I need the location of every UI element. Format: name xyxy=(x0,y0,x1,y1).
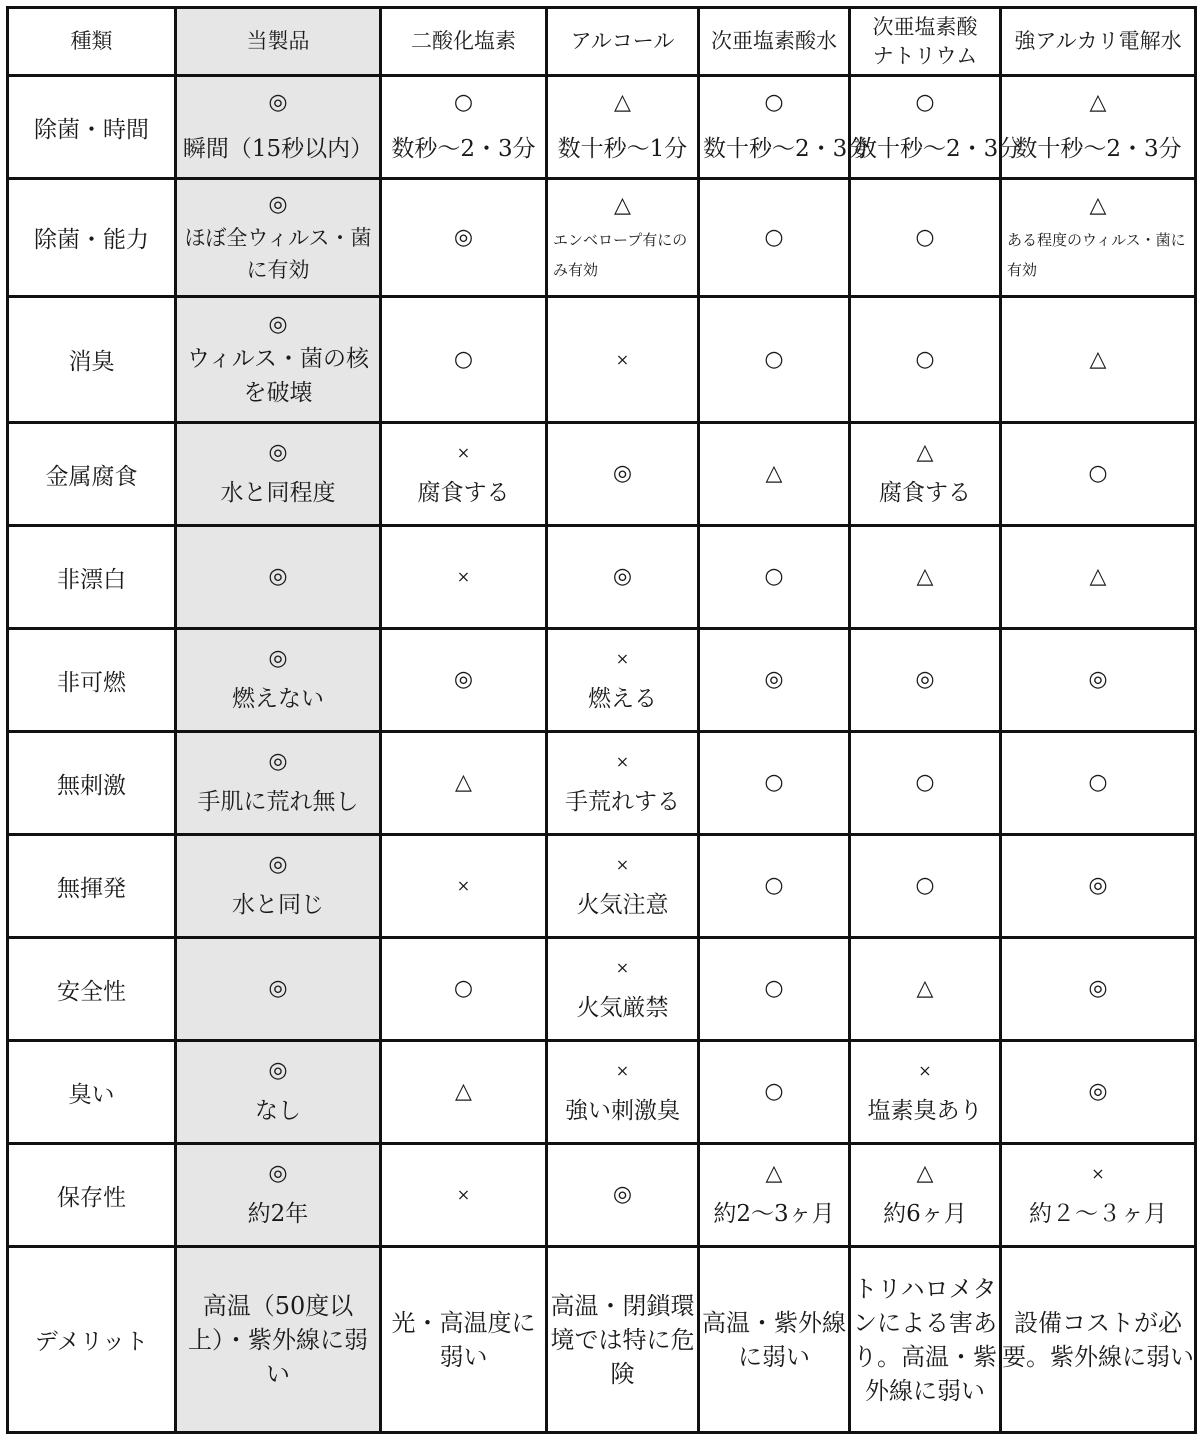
rating-symbol: ◎ xyxy=(268,191,288,217)
cell-hypochlorous-water xyxy=(699,835,850,938)
rating-symbol: △ xyxy=(1089,90,1107,115)
rating-symbol: △ xyxy=(1089,564,1107,589)
row-label: 除菌・能力 xyxy=(8,179,176,297)
cell-alkaline-water xyxy=(1001,1041,1196,1144)
header-row xyxy=(8,8,1196,76)
rating-symbol: ◎ xyxy=(915,667,935,692)
cell-alcohol xyxy=(547,423,699,526)
cell-alkaline-water xyxy=(1001,1144,1196,1247)
cell-hypochlorous-water xyxy=(699,526,850,629)
rating-symbol: × xyxy=(615,958,630,977)
rating-symbol: ○ xyxy=(764,873,784,898)
rating-symbol: ◎ xyxy=(268,440,288,465)
cell-sodium-hypochlorite xyxy=(850,629,1001,732)
rating-symbol: △ xyxy=(455,1079,472,1104)
rating-symbol: × xyxy=(456,1185,471,1204)
rating-note: 約2年 xyxy=(247,1201,309,1227)
rating-symbol: ○ xyxy=(764,564,784,589)
header-chlorine-dioxide: 二酸化塩素 xyxy=(381,8,547,76)
rating-symbol: ○ xyxy=(915,346,935,372)
rating-note: 腐食する xyxy=(417,480,510,506)
rating-symbol: × xyxy=(456,443,471,462)
rating-symbol: ◎ xyxy=(268,646,288,671)
rating-note: 水と同じ xyxy=(232,892,324,918)
demerit-alcohol: 高温・閉鎖環境では特に危険 xyxy=(547,1247,699,1433)
rating-note: 塩素臭あり xyxy=(867,1098,983,1124)
rating-note: 数十秒〜2・3分 xyxy=(1014,136,1182,162)
rating-symbol: ◎ xyxy=(268,1161,288,1186)
rating-symbol: ◎ xyxy=(764,667,784,692)
demerit-chlorine-dioxide: 光・高温度に弱い xyxy=(381,1247,547,1433)
rating-symbol: ◎ xyxy=(268,564,288,589)
row-label: 消臭 xyxy=(8,297,176,423)
rating-symbol: ○ xyxy=(764,346,784,372)
cell-sodium-hypochlorite xyxy=(850,179,1001,297)
rating-symbol: ○ xyxy=(1088,461,1108,486)
row-label: 無揮発 xyxy=(8,835,176,938)
rating-symbol: ◎ xyxy=(612,1182,633,1207)
rating-symbol: ◎ xyxy=(1088,667,1108,692)
header-sodium-hypochlorite-line1: 次亜塩素酸 xyxy=(872,14,978,39)
cell-sodium-hypochlorite xyxy=(850,732,1001,835)
cell-alcohol xyxy=(547,1144,699,1247)
demerit-alkaline-water: 設備コストが必要。紫外線に弱い xyxy=(1001,1247,1196,1433)
cell-hypochlorous-water xyxy=(699,938,850,1041)
cell-alcohol xyxy=(547,179,699,297)
rating-symbol: △ xyxy=(455,770,472,795)
row-label: 非漂白 xyxy=(8,526,176,629)
cell-hypochlorous-water xyxy=(699,76,871,179)
cell-chlorine-dioxide xyxy=(381,1041,547,1144)
rating-symbol: ◎ xyxy=(268,976,288,1001)
rating-symbol: ○ xyxy=(915,224,935,250)
cell-chlorine-dioxide xyxy=(381,835,547,938)
rating-note: 手荒れする xyxy=(565,789,680,815)
table-row xyxy=(8,526,1196,629)
rating-symbol: △ xyxy=(1089,192,1107,218)
table-row xyxy=(8,179,1196,297)
rating-symbol: △ xyxy=(614,90,631,115)
cell-chlorine-dioxide xyxy=(381,179,547,297)
rating-symbol: ○ xyxy=(915,873,935,898)
cell-alkaline-water xyxy=(1001,629,1196,732)
rating-note: 数十秒〜2・3分 xyxy=(703,136,871,162)
cell-sodium-hypochlorite xyxy=(850,1041,1001,1144)
header-sodium-hypochlorite xyxy=(850,8,1001,76)
rating-note: 火気注意 xyxy=(576,892,669,918)
rating-symbol: × xyxy=(1091,1164,1105,1183)
rating-note: 水と同程度 xyxy=(220,480,336,506)
rating-symbol: ○ xyxy=(915,90,935,115)
cell-this-product xyxy=(176,76,381,179)
demerit-this-product: 高温（50度以上）・紫外線に弱い xyxy=(176,1247,381,1433)
cell-alkaline-water xyxy=(1001,732,1196,835)
cell-sodium-hypochlorite xyxy=(850,76,1022,179)
cell-sodium-hypochlorite xyxy=(850,423,1001,526)
cell-this-product xyxy=(176,526,381,629)
cell-this-product xyxy=(176,297,381,423)
rating-note: 燃える xyxy=(588,686,657,712)
cell-chlorine-dioxide xyxy=(381,1144,547,1247)
rating-symbol: ○ xyxy=(764,1079,784,1104)
rating-symbol: ◎ xyxy=(268,852,288,877)
header-type: 種類 xyxy=(8,8,176,76)
table-row xyxy=(8,1041,1196,1144)
table-row xyxy=(8,732,1196,835)
table-row xyxy=(8,835,1196,938)
rating-note: 数十秒〜1分 xyxy=(557,136,688,162)
cell-alcohol xyxy=(547,76,699,179)
rating-symbol: ◎ xyxy=(1088,1079,1108,1104)
cell-chlorine-dioxide xyxy=(381,423,547,526)
rating-symbol: × xyxy=(456,567,471,586)
rating-symbol: × xyxy=(615,855,630,874)
cell-alcohol xyxy=(547,297,699,423)
rating-symbol: △ xyxy=(916,1161,934,1186)
rating-symbol: △ xyxy=(765,461,783,486)
cell-sodium-hypochlorite xyxy=(850,297,1001,423)
cell-this-product xyxy=(176,423,381,526)
table-row xyxy=(8,938,1196,1041)
rating-symbol: × xyxy=(615,1061,630,1080)
cell-alkaline-water xyxy=(1001,297,1196,423)
cell-chlorine-dioxide xyxy=(381,732,547,835)
cell-this-product xyxy=(176,732,381,835)
rating-symbol: △ xyxy=(765,1161,783,1186)
cell-this-product xyxy=(176,1144,381,1247)
rating-symbol: ○ xyxy=(453,90,474,115)
rating-note: 数秒〜2・3分 xyxy=(391,136,536,162)
rating-symbol: ◎ xyxy=(453,224,474,250)
cell-sodium-hypochlorite xyxy=(850,526,1001,629)
rating-symbol: △ xyxy=(1089,346,1107,372)
demerit-sodium-hypochlorite: トリハロメタンによる害あり。高温・紫外線に弱い xyxy=(850,1247,1001,1433)
header-alkaline-water: 強アルカリ電解水 xyxy=(1001,8,1196,76)
cell-sodium-hypochlorite xyxy=(850,835,1001,938)
header-hypochlorous-water: 次亜塩素酸水 xyxy=(699,8,850,76)
rating-symbol: ○ xyxy=(764,770,784,795)
cell-alkaline-water xyxy=(1001,179,1196,297)
cell-alkaline-water xyxy=(1001,835,1196,938)
cell-chlorine-dioxide xyxy=(381,526,547,629)
demerit-row xyxy=(8,1247,1196,1433)
rating-symbol: ◎ xyxy=(453,667,474,692)
cell-sodium-hypochlorite xyxy=(850,1144,1001,1247)
table-row xyxy=(8,1144,1196,1247)
rating-note: 約6ヶ月 xyxy=(883,1201,967,1227)
cell-chlorine-dioxide xyxy=(381,297,547,423)
rating-note: ある程度のウィルス・菌に有効 xyxy=(1007,230,1186,279)
comparison-table xyxy=(6,6,1197,1434)
rating-symbol: ○ xyxy=(764,976,784,1001)
cell-alcohol xyxy=(547,629,699,732)
cell-alcohol xyxy=(547,526,699,629)
rating-symbol: ◎ xyxy=(1088,873,1108,898)
rating-symbol: ○ xyxy=(453,346,474,372)
header-sodium-hypochlorite-line2: ナトリウム xyxy=(872,43,978,68)
rating-note: なし xyxy=(255,1098,301,1124)
rating-symbol: ◎ xyxy=(268,1058,288,1083)
rating-symbol: ◎ xyxy=(612,461,633,486)
cell-hypochlorous-water xyxy=(699,629,850,732)
table-row xyxy=(8,629,1196,732)
rating-note: ウィルス・菌の核を破壊 xyxy=(187,345,369,406)
cell-alcohol xyxy=(547,1041,699,1144)
rating-symbol: ○ xyxy=(915,770,935,795)
cell-sodium-hypochlorite xyxy=(850,938,1001,1041)
rating-symbol: ○ xyxy=(764,90,784,115)
row-label: デメリット xyxy=(8,1247,176,1433)
table-row xyxy=(8,76,1196,179)
row-label: 無刺激 xyxy=(8,732,176,835)
cell-chlorine-dioxide xyxy=(381,629,547,732)
cell-alkaline-water xyxy=(1001,938,1196,1041)
row-label: 非可燃 xyxy=(8,629,176,732)
row-label: 金属腐食 xyxy=(8,423,176,526)
table-row xyxy=(8,297,1196,423)
rating-note: 強い刺激臭 xyxy=(565,1098,680,1124)
header-alcohol: アルコール xyxy=(547,8,699,76)
rating-symbol: × xyxy=(615,349,630,369)
rating-note: 約２〜３ヶ月 xyxy=(1029,1201,1167,1227)
rating-note: 約2〜3ヶ月 xyxy=(713,1201,835,1227)
rating-note: 手肌に荒れ無し xyxy=(197,789,359,815)
rating-note: 燃えない xyxy=(232,686,324,712)
rating-note: 瞬間（15秒以内） xyxy=(182,136,374,162)
cell-this-product xyxy=(176,179,381,297)
cell-hypochlorous-water xyxy=(699,423,850,526)
cell-this-product xyxy=(176,629,381,732)
row-label: 除菌・時間 xyxy=(8,76,176,179)
rating-symbol: ◎ xyxy=(268,311,288,337)
rating-note: 腐食する xyxy=(879,480,971,506)
table-row xyxy=(8,423,1196,526)
rating-symbol: × xyxy=(456,876,471,895)
cell-alkaline-water xyxy=(1001,76,1196,179)
rating-symbol: ○ xyxy=(1088,770,1108,795)
rating-symbol: ◎ xyxy=(1088,976,1108,1001)
cell-hypochlorous-water xyxy=(699,1041,850,1144)
rating-symbol: × xyxy=(615,752,630,771)
rating-symbol: × xyxy=(918,1061,932,1080)
cell-hypochlorous-water xyxy=(699,297,850,423)
cell-chlorine-dioxide xyxy=(381,938,547,1041)
cell-hypochlorous-water xyxy=(699,732,850,835)
rating-symbol: ◎ xyxy=(612,564,633,589)
cell-alcohol xyxy=(547,732,699,835)
demerit-hypochlorous-water: 高温・紫外線に弱い xyxy=(699,1247,850,1433)
rating-symbol: ○ xyxy=(453,976,474,1001)
rating-note: ほぼ全ウィルス・菌に有効 xyxy=(184,225,372,282)
cell-this-product xyxy=(176,835,381,938)
rating-note: 数十秒〜2・3分 xyxy=(854,136,1022,162)
rating-symbol: ○ xyxy=(764,224,784,250)
header-this-product: 当製品 xyxy=(176,8,381,76)
rating-symbol: △ xyxy=(614,192,631,218)
cell-alkaline-water xyxy=(1001,423,1196,526)
row-label: 保存性 xyxy=(8,1144,176,1247)
rating-note: エンベロープ有にのみ有効 xyxy=(553,230,688,279)
cell-alkaline-water xyxy=(1001,526,1196,629)
rating-symbol: △ xyxy=(916,976,934,1001)
cell-hypochlorous-water xyxy=(699,1144,850,1247)
rating-symbol: △ xyxy=(916,440,934,465)
cell-alcohol xyxy=(547,938,699,1041)
cell-hypochlorous-water xyxy=(699,179,850,297)
rating-note: 火気厳禁 xyxy=(576,995,669,1021)
row-label: 臭い xyxy=(8,1041,176,1144)
cell-chlorine-dioxide xyxy=(381,76,547,179)
rating-symbol: × xyxy=(615,649,630,668)
cell-alcohol xyxy=(547,835,699,938)
row-label: 安全性 xyxy=(8,938,176,1041)
cell-this-product xyxy=(176,938,381,1041)
rating-symbol: ◎ xyxy=(268,90,288,115)
cell-this-product xyxy=(176,1041,381,1144)
rating-symbol: ◎ xyxy=(268,749,288,774)
rating-symbol: △ xyxy=(916,564,934,589)
